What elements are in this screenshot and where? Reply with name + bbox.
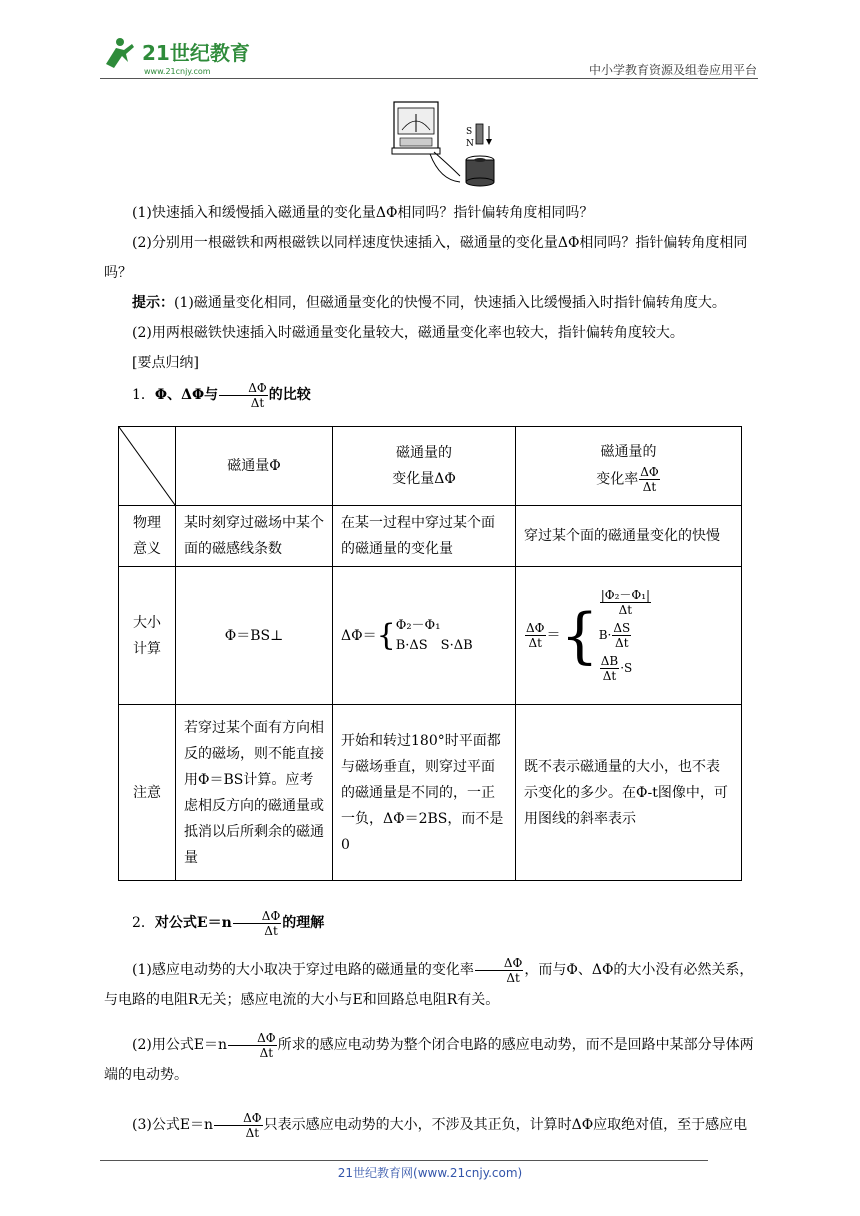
header-flux: 磁通量Φ xyxy=(176,427,333,506)
footer-link[interactable]: 21世纪教育网(www.21cnjy.com) xyxy=(337,1166,523,1180)
section-2-paragraph-2: (2)用公式E＝n $\frac{\Delta\Phi}{\Delta t}$ 所求的感应电动势为整个闭合电路的感应电动势，而不是回路中某部分导体两端的电动势。 xyxy=(104,1030,754,1083)
row-calculation-head: 大小计算 xyxy=(119,567,176,705)
comparison-table xyxy=(118,426,742,881)
footer-divider xyxy=(100,1160,708,1161)
question-1: (1)快速插入和缓慢插入磁通量的变化量ΔΦ相同吗？指针偏转角度相同吗？ xyxy=(132,205,594,221)
row1-flux: 某时刻穿过磁场中某个面的磁感线条数 xyxy=(176,506,333,567)
magnet-s-label: S xyxy=(466,127,473,137)
hint-1-text: (1)磁通量变化相同，但磁通量变化的快慢不同，快速插入比缓慢插入时指针偏转角度大。 xyxy=(174,295,726,311)
fraction-rate: $\frac{\Delta\Phi}{\Delta t}$ xyxy=(640,464,659,494)
row2-flux-change-formula: ΔΦ＝{ Φ₂－Φ₁ B·ΔS S·ΔB xyxy=(333,567,516,705)
logo-url: www.21cnjy.com xyxy=(144,67,211,76)
magnet-n-label: N xyxy=(466,139,474,149)
table-corner-cell xyxy=(119,427,176,506)
hint-2: (2)用两根磁铁快速插入时磁通量变化量较大，磁通量变化率也较大，指针偏转角度较大。 xyxy=(132,325,684,341)
section-1-title: 1．Φ、ΔΦ与 $\frac{\Delta\Phi}{\Delta t}$ 的比较 xyxy=(132,380,311,410)
row1-flux-change: 在某一过程中穿过某个面的磁通量的变化量 xyxy=(333,506,516,567)
section-2-paragraph-3: (3)公式E＝n $\frac{\Delta\Phi}{\Delta t}$ 只表示感应电动势的大小，不涉及其正负，计算时ΔΦ应取绝对值，至于感应电 xyxy=(132,1110,748,1140)
row1-flux-rate: 穿过某个面的磁通量变化的快慢 xyxy=(516,506,742,567)
section-2-paragraph-1: (1)感应电动势的大小取决于穿过电路的磁通量的变化率 $\frac{\Delta\Phi}{\Delta t}$ ，而与Φ、ΔΦ的大小没有必然关系，与电路的电阻R无关；感应电流的大小与E和回路总电阻R有关。 xyxy=(104,955,754,1008)
question-2: (2)分别用一根磁铁和两根磁铁以同样速度快速插入，磁通量的变化量ΔΦ相同吗？指针偏转角度相同吗？ xyxy=(104,235,748,281)
header-flux-change: 磁通量的 变化量ΔΦ xyxy=(333,427,516,506)
hint-1 xyxy=(104,288,764,318)
hint-label: 提示： xyxy=(132,295,174,311)
header-platform-text: 中小学教育资源及组卷应用平台 xyxy=(588,63,757,77)
row2-flux-rate-formula: $\frac{\Delta\Phi}{\Delta t}$ ＝{ $\frac{\text{|Φ₂－Φ₁|}}{\Delta t}$ B· $\frac{\Delta S}{\Delta t}$ $\frac{\Delta B}{\Delta t}$ ·S xyxy=(516,567,742,705)
fraction-dphi-dt: $\frac{\Delta\Phi}{\Delta t}$ xyxy=(219,381,268,410)
site-logo xyxy=(98,34,258,78)
summary-title: [要点归纳] xyxy=(132,355,199,371)
row3-flux-note: 若穿过某个面有方向相反的磁场，则不能直接用Φ＝BS计算。应考虑相反方向的磁通量或抵消以后所剩余的磁通量 xyxy=(176,705,333,881)
header-flux-rate: 磁通量的 变化率 $\frac{\Delta\Phi}{\Delta t}$ xyxy=(516,427,742,506)
section-2-title: 2．对公式E＝n $\frac{\Delta\Phi}{\Delta t}$ 的理解 xyxy=(132,908,325,938)
row2-flux-formula: Φ＝BS⊥ xyxy=(176,567,333,705)
row-notes-head: 注意 xyxy=(119,705,176,881)
row3-flux-rate-note: 既不表示磁通量的大小，也不表示变化的多少。在Φ-t图像中，可用图线的斜率表示 xyxy=(516,705,742,881)
row-physical-meaning-head: 物理意义 xyxy=(119,506,176,567)
header-divider xyxy=(100,78,758,79)
logo-text: 21世纪教育 xyxy=(142,41,250,65)
row3-flux-change-note: 开始和转过180°时平面都与磁场垂直，则穿过平面的磁通量是不同的，一正一负，ΔΦ＝2BS，而不是0 xyxy=(333,705,516,881)
galvanometer-figure xyxy=(390,96,510,196)
